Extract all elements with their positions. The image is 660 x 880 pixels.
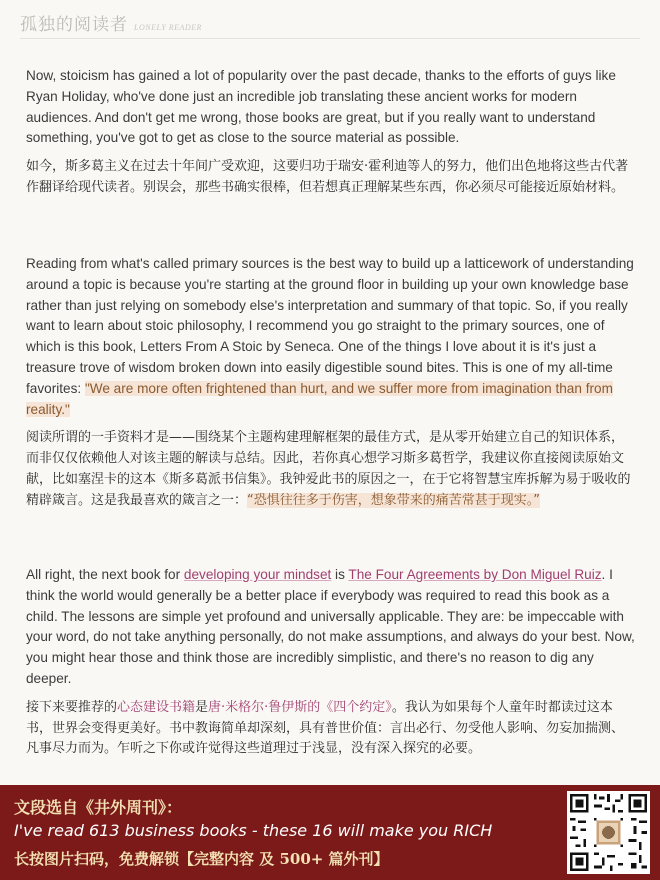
paragraph-1 <box>26 66 636 199</box>
brand-header <box>20 10 202 35</box>
paragraph-3-cn-rest: 。我认为如果每个人童年时都读过这本书，世界会变得更美好。书中教诲简单却深刻，具有普世价值：言出必行、勿受他人影响、勿妄加揣测、凡事尽力而为。乍听之下你或许觉得这些道理过于浅显，没有深入探究的必要。 <box>26 699 625 757</box>
footer-source: 文段选自《井外周刊》： <box>14 798 183 817</box>
paragraph-2-en-text: Reading from what's called primary sources is the best way to build up a latticework of understanding around a topic is because you're starting at the ground floor in building up your own knowledge base rather than just relying on somebody else's interpretation and summary of that topic. So, if you really want to learn about stoic philosophy, I recommend you go straight to the primary sources, one of which is this book, Letters From A Stoic by Seneca. One of the things I love about it is it's just a treasure trove of wisdom broken down into easily digestible sound bites. This is one of my all-time favorites: <box>26 256 634 396</box>
paragraph-3-en-is: is <box>331 567 349 582</box>
paragraph-2-cn-text: 阅读所谓的一手资料才是——围绕某个主题构建理解框架的最佳方式，是从零开始建立自己的知识体系，而非仅仅依赖他人对该主题的解读与总结。因此，若你真心想学习斯多葛哲学，我建议你直接阅读原始文献，比如塞涅卡的这本《斯多葛派书信集》。我钟爱此书的原因之一，在于它将智慧宝库拆解为易于吸收的精辟箴言。这是我最喜欢的箴言之一： <box>26 430 631 508</box>
paragraph-2 <box>26 254 636 512</box>
paragraph-2-cn <box>26 428 636 511</box>
footer-banner <box>0 785 660 880</box>
qr-code-icon[interactable] <box>567 791 650 874</box>
footer-article-title: I've read 613 business books - these 16 will make you RICH <box>14 821 493 840</box>
header-divider <box>20 38 640 39</box>
footer-cta: 长按图片扫码，免费解锁【完整内容 及 500+ 篇外刊】 <box>14 850 389 868</box>
paragraph-2-en <box>26 254 636 420</box>
seneca-quote-cn-highlight: “恐惧往往多于伤害，想象带来的痛苦常甚于现实。” <box>247 492 540 508</box>
paragraph-3-cn-is: 是 <box>195 699 209 715</box>
developing-mindset-link[interactable]: developing your mindset <box>183 567 332 582</box>
four-agreements-link-cn[interactable]: 唐·米格尔·鲁伊斯的《四个约定》 <box>208 699 392 715</box>
four-agreements-link[interactable]: The Four Agreements by Don Miguel Ruiz <box>348 567 602 582</box>
paragraph-3-en-lead: All right, the next book for <box>26 567 184 582</box>
paragraph-3-cn <box>26 698 636 760</box>
paragraph-3 <box>26 565 636 760</box>
paragraph-3-en-rest: . I think the world would generally be a better place if everybody was required to read this book as a child. The lessons are simple yet profound and universally applicable. They are: be impeccable with your word, do not take anything personally, do not make assumptions, and always do your best. Now, you might hear those and think those are incredibly simplistic, and there's no reason to dig any deeper. <box>26 567 635 686</box>
mindset-books-link-cn[interactable]: 心态建设书籍 <box>117 699 196 715</box>
brand-name-en: LONELY READER <box>134 23 202 32</box>
seneca-quote-highlight: "We are more often frightened than hurt, and we suffer more from imagination than from reality." <box>26 380 613 417</box>
paragraph-3-en <box>26 565 636 690</box>
paragraph-1-cn: 如今，斯多葛主义在过去十年间广受欢迎，这要归功于瑞安·霍利迪等人的努力，他们出色地将这些古代著作翻译给现代读者。别误会，那些书确实很棒，但若想真正理解某些东西，你必须尽可能接近原始材料。 <box>26 159 629 195</box>
paragraph-1-en: Now, stoicism has gained a lot of popularity over the past decade, thanks to the efforts of guys like Ryan Holiday, who've done just an incredible job translating these ancient works for modern audiences. And don't get me wrong, those books are great, but if you really want to understand something, you've got to get as close to the source material as possible. <box>26 68 616 146</box>
brand-name-cn: 孤独的阅读者 <box>20 15 128 35</box>
paragraph-3-cn-lead: 接下来要推荐的 <box>26 699 118 715</box>
